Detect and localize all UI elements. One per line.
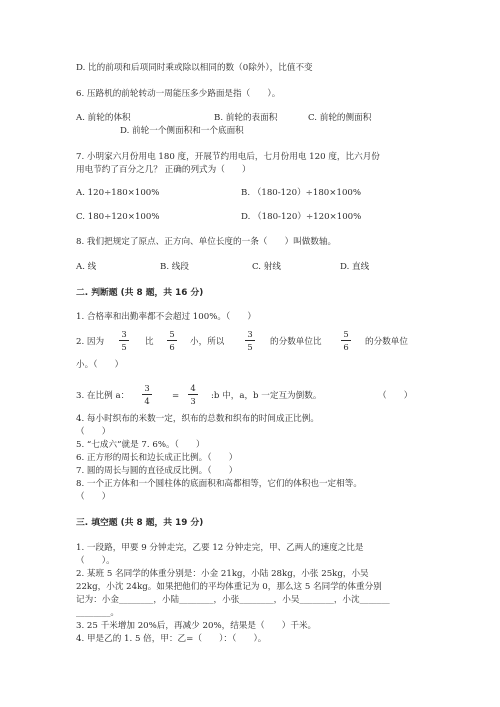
fill-2-line3: 记为：小金________，小陆________，小张________，小吴________，小沈_______ bbox=[76, 595, 390, 605]
judge-2-part3: 小，所以 bbox=[190, 337, 225, 347]
q-option-d: D. 比的前项和后项同时乘或除以相同的数（0除外），比值不变 bbox=[76, 63, 313, 73]
judge-1: 1. 合格率和出勤率都不会超过 100%。（ ） bbox=[76, 312, 257, 322]
judge-2-line2: 小。（ ） bbox=[76, 360, 124, 370]
judge-3-equals: = bbox=[172, 391, 180, 401]
fill-2-line2: 22kg，小沈 24kg。如果把他们的平均体重记为 0，那么这 5 名同学的体重分别 bbox=[76, 582, 382, 592]
judge-2-part1: 2. 因为 bbox=[76, 337, 105, 347]
fraction-3-4: 3 4 bbox=[141, 384, 153, 406]
q6-option-a: A. 前轮的体积 bbox=[76, 113, 131, 123]
judge-5: 5. “七成六”就是 7. 6%。（ ） bbox=[76, 440, 205, 450]
fraction-3-5-b: 3 5 bbox=[244, 330, 256, 352]
judge-6: 6. 正方形的周长和边长成正比例。（ ） bbox=[76, 453, 238, 463]
section2-heading: 二. 判断题 (共 8 题，共 16 分) bbox=[76, 288, 204, 298]
judge-2-part5: 的分数单位 bbox=[365, 337, 408, 347]
fill-2-line4: ________。 bbox=[76, 608, 119, 618]
q6-stem: 6. 压路机的前轮转动一周能压多少路面是指（ ）。 bbox=[76, 89, 281, 99]
fraction-4-3: 4 3 bbox=[187, 384, 199, 406]
judge-3-paren: （ ） bbox=[378, 391, 413, 401]
judge-2-part2: 比 bbox=[145, 337, 154, 347]
judge-4: 4. 每小时织布的米数一定，织布的总数和织布的时间成正比例。 bbox=[76, 414, 319, 424]
q7-option-b: B. （180-120）÷180×100% bbox=[241, 188, 362, 198]
judge-8-paren: （ ） bbox=[76, 492, 111, 502]
q8-stem: 8. 我们把规定了原点、正方向、单位长度的一条（ ）叫做数轴。 bbox=[76, 237, 337, 247]
fraction-3-5: 3 5 bbox=[118, 330, 130, 352]
q8-option-c: C. 射线 bbox=[252, 262, 281, 272]
section3-heading: 三. 填空题 (共 8 题，共 19 分) bbox=[76, 518, 204, 528]
q7-stem-line2: 用电节约了百分之几？ 正确的列式为（ ） bbox=[76, 165, 251, 175]
fill-3: 3. 25 千米增加 20%后，再减少 20%，结果是（ ）千米。 bbox=[76, 621, 317, 631]
judge-3-part2: :b 中，a，b 一定互为倒数。 bbox=[211, 391, 322, 401]
judge-8: 8. 一个正方体和一个圆柱体的底面积和高都相等，它们的体积也一定相等。 bbox=[76, 479, 362, 489]
fill-1-line2: （ ）。 bbox=[76, 556, 115, 566]
judge-2-part4: 的分数单位比 bbox=[270, 337, 322, 347]
fill-1-line1: 1. 一段路，甲要 9 分钟走完，乙要 12 分钟走完，甲、乙两人的速度之比是 bbox=[76, 543, 364, 553]
q6-option-b: B. 前轮的表面积 bbox=[214, 113, 278, 123]
fraction-5-6: 5 6 bbox=[166, 330, 178, 352]
fraction-5-6-b: 5 6 bbox=[340, 330, 352, 352]
q8-option-b: B. 线段 bbox=[160, 262, 189, 272]
judge-4-paren: （ ） bbox=[76, 427, 111, 437]
q6-option-c: C. 前轮的侧面积 bbox=[308, 113, 372, 123]
q6-option-d: D. 前轮一个侧面积和一个底面积 bbox=[120, 126, 244, 136]
fill-2-line1: 2. 某班 5 名同学的体重分别是：小金 21kg，小陆 28kg，小张 25kg，小吴 bbox=[76, 569, 369, 579]
fill-4: 4. 甲是乙的 1. 5 倍，甲：乙=（ ）：（ ）。 bbox=[76, 634, 267, 644]
q7-option-c: C. 180÷120×100% bbox=[76, 212, 160, 222]
q8-option-a: A. 线 bbox=[76, 262, 97, 272]
q7-option-a: A. 120÷180×100% bbox=[76, 188, 160, 198]
q7-stem-line1: 7. 小明家六月份用电 180 度，开展节约用电后，七月份用电 120 度，比六月份 bbox=[76, 152, 380, 162]
judge-7: 7. 圆的周长与圆的直径成反比例。（ ） bbox=[76, 466, 238, 476]
q7-option-d: D. （180-120）÷120×100% bbox=[241, 212, 362, 222]
judge-3-part1: 3. 在比例 a： bbox=[76, 391, 130, 401]
q8-option-d: D. 直线 bbox=[340, 262, 370, 272]
